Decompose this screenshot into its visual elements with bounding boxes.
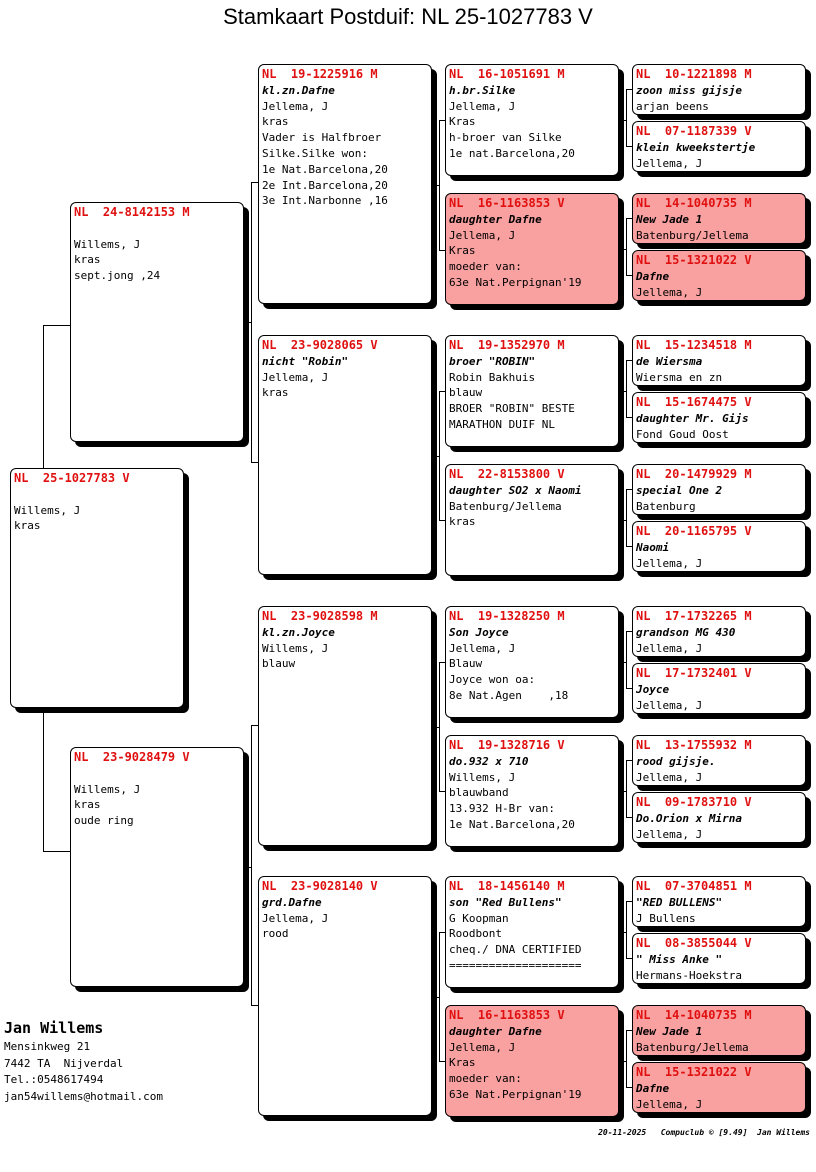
- bird-name: daughter Mr. Gijs: [636, 411, 749, 425]
- gen5-card: [632, 121, 806, 172]
- ring-number: NL 16-1051691 M: [449, 67, 565, 81]
- connector-line: [626, 1030, 627, 1087]
- connector-line: [619, 120, 626, 121]
- gen5-card: [632, 735, 806, 786]
- ring-number: NL 16-1163853 V: [449, 196, 565, 210]
- bird-info-line: Batenburg/Jellema: [636, 1040, 749, 1054]
- bird-info-line: blauw: [262, 657, 296, 671]
- connector-line: [439, 120, 445, 121]
- great-grandparent-card: [445, 606, 619, 718]
- ring-number: NL 20-1165795 V: [636, 524, 752, 538]
- connector-line: [619, 520, 626, 521]
- connector-line: [251, 182, 252, 462]
- bird-info-line: Willems, J: [74, 782, 141, 796]
- bird-info-line: Robin Bakhuis: [449, 370, 536, 384]
- bird-info-line: kras: [449, 515, 476, 529]
- connector-line: [439, 932, 440, 1061]
- connector-line: [439, 791, 445, 792]
- bird-name: kl.zn.Joyce: [262, 625, 335, 639]
- bird-info-line: G Koopman: [449, 911, 509, 925]
- ring-number: NL 22-8153800 V: [449, 467, 565, 481]
- grandparent-card: [258, 876, 432, 1116]
- great-grandparent-card: [445, 64, 619, 176]
- bird-info-line: 1e Nat.Barcelona,20: [262, 162, 388, 176]
- bird-info-line: Willems, J: [449, 770, 516, 784]
- gen5-card: [632, 392, 806, 443]
- gen5-card: [632, 663, 806, 714]
- gen5-card: [632, 464, 806, 515]
- connector-line: [432, 727, 439, 728]
- ring-number: NL 24-8142153 M: [74, 205, 190, 219]
- bird-info-line: Jellema, J: [636, 698, 703, 712]
- connector-line: [43, 708, 44, 851]
- bird-info-line: arjan beens: [636, 99, 709, 113]
- bird-info-line: Jellema, J: [262, 911, 329, 925]
- bird-name: special One 2: [636, 483, 723, 497]
- ring-number: NL 17-1732265 M: [636, 609, 752, 623]
- connector-line: [251, 1005, 258, 1006]
- connector-line: [626, 901, 632, 902]
- great-grandparent-card: [445, 464, 619, 576]
- connector-line: [626, 1030, 632, 1031]
- connector-line: [432, 456, 439, 457]
- connector-line: [619, 791, 626, 792]
- bird-info-line: kras: [74, 798, 101, 812]
- grandparent-card: [258, 606, 432, 846]
- bird-info-line: Batenburg/Jellema: [449, 499, 562, 513]
- ring-number: NL 23-9028065 V: [262, 338, 378, 352]
- ring-number: NL 17-1732401 V: [636, 666, 752, 680]
- parent-card: [70, 202, 244, 442]
- bird-info-line: 63e Nat.Perpignan'19: [449, 275, 582, 289]
- gen5-card: [632, 193, 806, 244]
- owner-block: [4, 1017, 244, 1105]
- grandparent-card: [258, 64, 432, 304]
- connector-line: [626, 275, 632, 276]
- bird-info-line: Kras: [449, 115, 476, 129]
- bird-info-line: BROER "ROBIN" BESTE: [449, 402, 575, 416]
- ring-number: NL 15-1321022 V: [636, 1065, 752, 1079]
- bird-info-line: 3e Int.Narbonne ,16: [262, 194, 388, 208]
- gen5-card: [632, 606, 806, 657]
- bird-info-line: Jellema, J: [636, 770, 703, 784]
- bird-info-line: Joyce won oa:: [449, 673, 536, 687]
- bird-info-line: kras: [262, 386, 289, 400]
- connector-line: [432, 185, 439, 186]
- subject-card: [10, 468, 184, 708]
- connector-line: [626, 760, 632, 761]
- connector-line: [619, 662, 626, 663]
- connector-line: [244, 867, 251, 868]
- ring-number: NL 18-1456140 M: [449, 879, 565, 893]
- footer-credit: 20-11-2025 Compuclub © [9.49] Jan Willems: [598, 1128, 810, 1137]
- connector-line: [439, 662, 440, 791]
- bird-name: Joyce: [636, 682, 670, 696]
- connector-line: [626, 489, 632, 490]
- bird-info-line: Jellema, J: [449, 1040, 516, 1054]
- bird-info-line: h-broer van Silke: [449, 131, 562, 145]
- bird-info-line: Willems, J: [262, 641, 329, 655]
- page-title: Stamkaart Postduif: NL 25-1027783 V: [223, 4, 593, 29]
- connector-line: [43, 851, 70, 852]
- gen5-card: [632, 792, 806, 843]
- bird-info-line: Jellema, J: [636, 641, 703, 655]
- gen5-card: [632, 64, 806, 115]
- connector-line: [43, 325, 70, 326]
- ring-number: NL 08-3855044 V: [636, 936, 752, 950]
- bird-info-line: Batenburg: [636, 499, 696, 513]
- great-grandparent-card: [445, 193, 619, 305]
- ring-number: NL 20-1479929 M: [636, 467, 752, 481]
- bird-name: klein kweekstertje: [636, 140, 756, 154]
- ring-number: NL 19-1225916 M: [262, 67, 378, 81]
- ring-number: NL 15-1674475 V: [636, 395, 752, 409]
- bird-name: broer "ROBIN": [449, 354, 536, 368]
- bird-name: daughter Dafne: [449, 1024, 542, 1038]
- owner-name: Jan Willems: [4, 1019, 104, 1037]
- bird-info-line: 2e Int.Barcelona,20: [262, 178, 388, 192]
- great-grandparent-card: [445, 1005, 619, 1117]
- gen5-card: [632, 876, 806, 927]
- connector-line: [626, 89, 627, 146]
- bird-name: de Wiersma: [636, 354, 703, 368]
- bird-info-line: kras: [14, 519, 41, 533]
- bird-info-line: blauwband: [449, 786, 509, 800]
- connector-line: [619, 249, 626, 250]
- connector-line: [626, 417, 632, 418]
- bird-name: kl.zn.Dafne: [262, 83, 335, 97]
- bird-info-line: Jellema, J: [636, 556, 703, 570]
- bird-info-line: Jellema, J: [636, 827, 703, 841]
- bird-name: [74, 221, 240, 237]
- bird-info-line: rood: [262, 927, 289, 941]
- gen5-card: [632, 335, 806, 386]
- connector-line: [626, 958, 632, 959]
- bird-name: rood gijsje.: [636, 754, 716, 768]
- connector-line: [626, 146, 632, 147]
- bird-info-line: Willems, J: [74, 237, 141, 251]
- bird-info-line: 1e nat.Barcelona,20: [449, 146, 575, 160]
- ring-number: NL 15-1234518 M: [636, 338, 752, 352]
- bird-info-line: sept.jong ,24: [74, 269, 161, 283]
- owner-address-street: Mensinkweg 21: [4, 1040, 91, 1053]
- owner-phone: Tel.:0548617494: [4, 1073, 104, 1086]
- connector-line: [43, 325, 44, 469]
- connector-line: [439, 250, 445, 251]
- connector-line: [439, 932, 445, 933]
- connector-line: [626, 688, 632, 689]
- connector-line: [619, 1061, 626, 1062]
- bird-info-line: kras: [262, 115, 289, 129]
- connector-line: [251, 182, 258, 183]
- bird-name: grandson MG 430: [636, 625, 736, 639]
- parent-card: [70, 747, 244, 987]
- bird-name: h.br.Silke: [449, 83, 516, 97]
- bird-info-line: Vader is Halfbroer: [262, 131, 382, 145]
- bird-name: New Jade 1: [636, 1024, 703, 1038]
- bird-info-line: Batenburg/Jellema: [636, 228, 749, 242]
- connector-line: [251, 462, 258, 463]
- bird-name: [74, 766, 240, 782]
- connector-line: [439, 391, 440, 520]
- gen5-card: [632, 1005, 806, 1056]
- connector-line: [439, 120, 440, 250]
- connector-line: [439, 1061, 445, 1062]
- bird-info-line: Kras: [449, 244, 476, 258]
- owner-email: jan54willems@hotmail.com: [4, 1089, 163, 1103]
- bird-info-line: Kras: [449, 1056, 476, 1070]
- bird-name: "RED BULLENS": [636, 895, 723, 909]
- bird-name: Son Joyce: [449, 625, 509, 639]
- bird-info-line: oude ring: [74, 814, 134, 828]
- bird-name: [14, 487, 180, 503]
- gen5-card: [632, 250, 806, 301]
- connector-line: [626, 631, 627, 688]
- bird-info-line: Hermans-Hoekstra: [636, 968, 742, 982]
- connector-line: [626, 360, 627, 417]
- connector-line: [432, 997, 439, 998]
- connector-line: [244, 322, 251, 323]
- ring-number: NL 07-1187339 V: [636, 124, 752, 138]
- bird-name: do.932 x 710: [449, 754, 529, 768]
- ring-number: NL 10-1221898 M: [636, 67, 752, 81]
- great-grandparent-card: [445, 335, 619, 447]
- ring-number: NL 14-1040735 M: [636, 196, 752, 210]
- ring-number: NL 23-9028479 V: [74, 750, 190, 764]
- bird-info-line: 13.932 H-Br van:: [449, 802, 555, 816]
- ring-number: NL 19-1352970 M: [449, 338, 565, 352]
- bird-name: daughter Dafne: [449, 212, 542, 226]
- ring-number: NL 16-1163853 V: [449, 1008, 565, 1022]
- connector-line: [626, 631, 632, 632]
- great-grandparent-card: [445, 735, 619, 847]
- ring-number: NL 19-1328716 V: [449, 738, 565, 752]
- bird-info-line: Jellema, J: [636, 1097, 703, 1111]
- ring-number: NL 19-1328250 M: [449, 609, 565, 623]
- bird-name: grd.Dafne: [262, 895, 322, 909]
- connector-line: [619, 932, 626, 933]
- connector-line: [626, 218, 627, 275]
- connector-line: [439, 391, 445, 392]
- bird-info-line: moeder van:: [449, 1072, 522, 1086]
- connector-line: [626, 360, 632, 361]
- bird-info-line: Jellema, J: [449, 228, 516, 242]
- gen5-card: [632, 933, 806, 984]
- connector-line: [626, 546, 632, 547]
- gen5-card: [632, 1062, 806, 1113]
- grandparent-card: [258, 335, 432, 575]
- connector-line: [439, 520, 445, 521]
- gen5-card: [632, 521, 806, 572]
- bird-info-line: Fond Goud Oost: [636, 427, 729, 441]
- bird-info-line: Jellema, J: [636, 285, 703, 299]
- bird-info-line: Jellema, J: [449, 99, 516, 113]
- connector-line: [626, 89, 632, 90]
- connector-line: [626, 1087, 632, 1088]
- connector-line: [439, 662, 445, 663]
- bird-info-line: J Bullens: [636, 911, 696, 925]
- ring-number: NL 23-9028140 V: [262, 879, 378, 893]
- bird-name: Do.Orion x Mirna: [636, 811, 742, 825]
- bird-info-line: Jellema, J: [262, 99, 329, 113]
- ring-number: NL 23-9028598 M: [262, 609, 378, 623]
- bird-name: nicht "Robin": [262, 354, 349, 368]
- bird-info-line: 8e Nat.Agen ,18: [449, 688, 569, 702]
- bird-info-line: Willems, J: [14, 503, 81, 517]
- ring-number: NL 15-1321022 V: [636, 253, 752, 267]
- ring-number: NL 07-3704851 M: [636, 879, 752, 893]
- bird-info-line: MARATHON DUIF NL: [449, 417, 555, 431]
- connector-line: [626, 489, 627, 546]
- great-grandparent-card: [445, 876, 619, 988]
- owner-address-city: 7442 TA Nijverdal: [4, 1056, 124, 1070]
- connector-line: [626, 760, 627, 817]
- connector-line: [251, 725, 258, 726]
- bird-info-line: Silke.Silke won:: [262, 146, 368, 160]
- bird-name: zoon miss gijsje: [636, 83, 742, 97]
- ring-number: NL 25-1027783 V: [14, 471, 130, 485]
- bird-name: daughter SO2 x Naomi: [449, 483, 582, 497]
- bird-info-line: Blauw: [449, 657, 483, 671]
- bird-name: New Jade 1: [636, 212, 703, 226]
- ring-number: NL 09-1783710 V: [636, 795, 752, 809]
- bird-info-line: kras: [74, 253, 101, 267]
- bird-name: Dafne: [636, 1081, 670, 1095]
- connector-line: [626, 817, 632, 818]
- bird-info-line: Wiersma en zn: [636, 370, 723, 384]
- connector-line: [626, 901, 627, 958]
- bird-info-line: 1e Nat.Barcelona,20: [449, 817, 575, 831]
- bird-info-line: 63e Nat.Perpignan'19: [449, 1087, 582, 1101]
- bird-info-line: Jellema, J: [262, 370, 329, 384]
- bird-info-line: blauw: [449, 386, 483, 400]
- bird-info-line: Jellema, J: [449, 641, 516, 655]
- connector-line: [619, 391, 626, 392]
- bird-name: Naomi: [636, 540, 670, 554]
- bird-info-line: Roodbont: [449, 927, 502, 941]
- connector-line: [251, 725, 252, 1005]
- bird-name: son "Red Bullens": [449, 895, 562, 909]
- bird-name: " Miss Anke ": [636, 952, 723, 966]
- connector-line: [626, 218, 632, 219]
- bird-info-line: Jellema, J: [636, 156, 703, 170]
- bird-info-line: moeder van:: [449, 260, 522, 274]
- ring-number: NL 13-1755932 M: [636, 738, 752, 752]
- bird-info-line: ====================: [449, 958, 582, 972]
- ring-number: NL 14-1040735 M: [636, 1008, 752, 1022]
- bird-info-line: cheq./ DNA CERTIFIED: [449, 943, 582, 957]
- bird-name: Dafne: [636, 269, 670, 283]
